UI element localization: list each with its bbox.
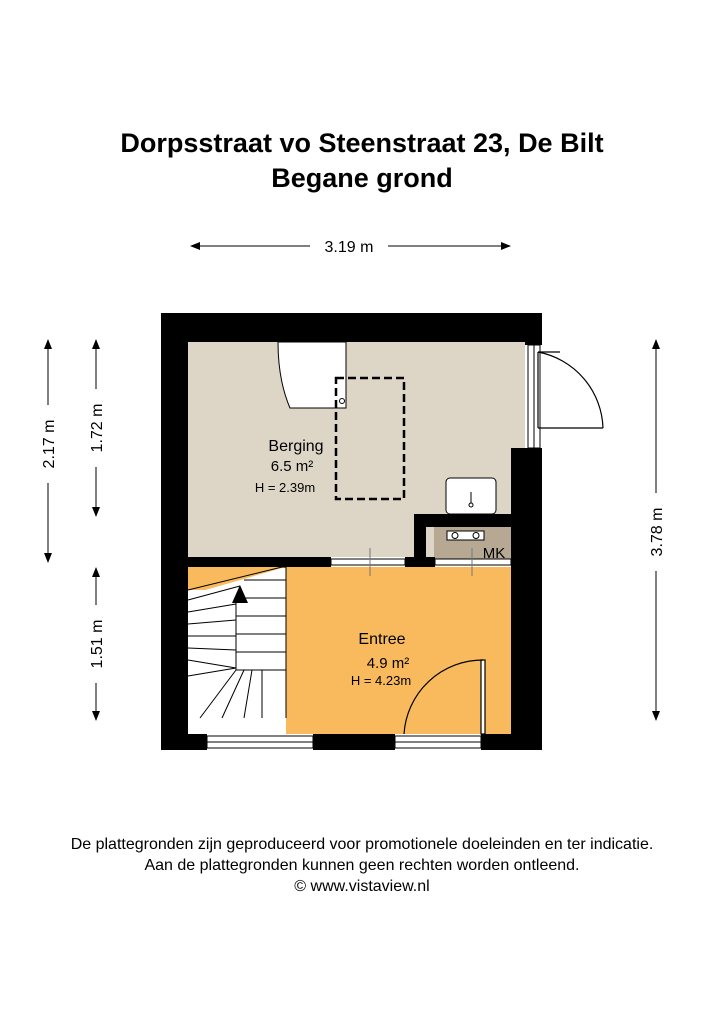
floor-name: Begane grond	[271, 163, 453, 193]
entree-floor	[286, 567, 511, 734]
dimension-left-outer: 2.17 m	[41, 419, 58, 469]
exterior-door	[538, 352, 603, 428]
dimension-right-height: 3.78 m	[649, 507, 666, 557]
room-height-entree: H = 4.23m	[350, 673, 412, 688]
room-height-berging: H = 2.39m	[254, 480, 316, 495]
dimension-left-inner-bottom: 1.51 m	[89, 619, 106, 669]
room-area-entree: 4.9 m²	[366, 655, 410, 672]
room-name-entree: Entree	[358, 631, 406, 648]
copyright-link[interactable]: © www.vistaview.nl	[294, 878, 430, 895]
plan-title: Dorpsstraat vo Steenstraat 23, De Bilt	[120, 128, 604, 158]
disclaimer-line-2: Aan de plattegronden kunnen geen rechten worden ontleend.	[144, 857, 580, 874]
room-name-berging: Berging	[268, 438, 324, 455]
dimension-top-width: 3.19 m	[324, 239, 374, 256]
disclaimer-line-1: De plattegronden zijn geproduceerd voor promotionele doeleinden en ter indicatie.	[70, 836, 654, 853]
room-label-mk: MK	[482, 545, 506, 562]
room-area-berging: 6.5 m²	[270, 458, 314, 475]
dimension-left-inner-top: 1.72 m	[89, 403, 106, 453]
mk-unit	[447, 531, 484, 540]
washbasin	[446, 478, 496, 514]
cabinet	[278, 342, 346, 408]
